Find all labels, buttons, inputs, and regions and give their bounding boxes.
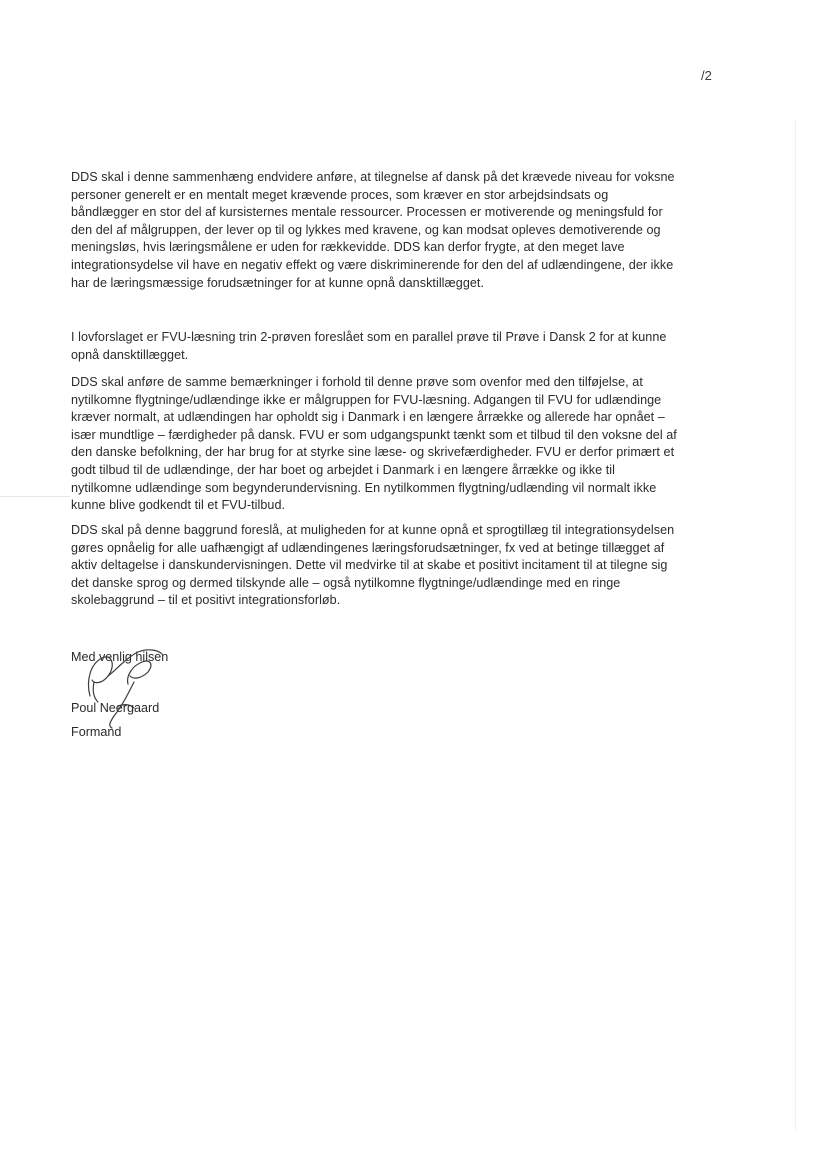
text-line: godt tilbud til de udlændinge, der har boet og arbejdet i Danmark i en længere årrække og ikke til — [71, 462, 615, 477]
page-number: /2 — [701, 68, 712, 83]
text-line: DDS skal på denne baggrund foreslå, at muligheden for at kunne opnå et sprogtillæg til integrationsydelsen — [71, 523, 675, 537]
text-line: det danske sprog og dermed tilskynde alle – også nytilkomne flygtninge/udlændinge med en ringe — [71, 575, 621, 590]
text-line: aktiv deltagelse i danskundervisningen. Dette vil medvirke til at skabe et positivt incitament til at tilegne sig — [71, 558, 668, 573]
text-line: opnå dansktillægget. — [71, 347, 189, 362]
text-line: nytilkomne udlændinge som begynderundervisning. En nytilkommen flygtning/udlænding vil normalt ikke — [71, 480, 657, 495]
text-line: har de læringsmæssige forudsætninger for at kunne opnå dansktillægget. — [71, 275, 485, 290]
handwritten-signature — [68, 636, 178, 736]
paragraph-fvu-proeve — [71, 329, 735, 364]
text-line: den del af målgruppen, der lever op til og lykkes med kravene, og kan modsat opleves demotiverende og — [71, 222, 661, 237]
text-line: gøres opnåelig for alle uafhængigt af udlændingenes læringsforudsætninger, fx ved at betinge tillægget af — [71, 540, 665, 555]
text-line: DDS skal anføre de samme bemærkninger i forhold til denne prøve som ovenfor med den tilføjelse, at — [71, 375, 643, 389]
closing-greeting: Med venlig hilsen — [71, 650, 169, 664]
paragraph-fvu-maalgruppe — [71, 374, 735, 515]
text-line: båndlægger en stor del af kursisternes mentale ressourcer. Processen er motiverende og meningsfuld for — [71, 205, 663, 220]
paragraph-sprogkrav — [71, 169, 735, 292]
signatory-name: Poul Neergaard — [71, 701, 160, 715]
signatory-title: Formand — [71, 725, 122, 739]
text-line: nytilkomne flygtninge/udlændinge ikke er målgruppen for FVU-læsning. Adgangen til FVU for udlændinge — [71, 392, 662, 407]
text-line: den danske befolkning, der har brug for at styrke sine læse- og skrivefærdigheder. FVU er derfor primært et — [71, 445, 675, 460]
scan-edge-mark — [0, 496, 70, 497]
text-line: meningsløs, hvis læringsmålene er uden for rækkevidde. DDS kan derfor frygte, at den meget lave — [71, 240, 625, 255]
paragraph-forslag — [71, 522, 735, 610]
text-line: personer generelt er en mentalt meget krævende proces, som kræver en stor arbejdsindsats og — [71, 187, 609, 202]
text-line: kræver normalt, at udlændingen har opholdt sig i Danmark i en længere årrække og allerede har opnået – — [71, 410, 665, 425]
text-line: integrationsydelse vil have en negativ effekt og være diskriminerende for den del af udlændingene, der ikke — [71, 257, 674, 272]
text-line: I lovforslaget er FVU-læsning trin 2-prøven foreslået som en parallel prøve til Prøve i Dansk 2 for at kunne — [71, 330, 667, 344]
text-line: DDS skal i denne sammenhæng endvidere anføre, at tilegnelse af dansk på det krævede niveau for voksne — [71, 170, 675, 184]
scan-edge-mark — [795, 120, 796, 1130]
text-line: skolebaggrund – til et positivt integrationsforløb. — [71, 593, 341, 608]
text-line: kunne blive godkendt til et FVU-tilbud. — [71, 498, 286, 513]
text-line: især mundtlige – færdigheder på dansk. FVU er som udgangspunkt tænkt som et tilbud til den voksne del af — [71, 427, 677, 442]
